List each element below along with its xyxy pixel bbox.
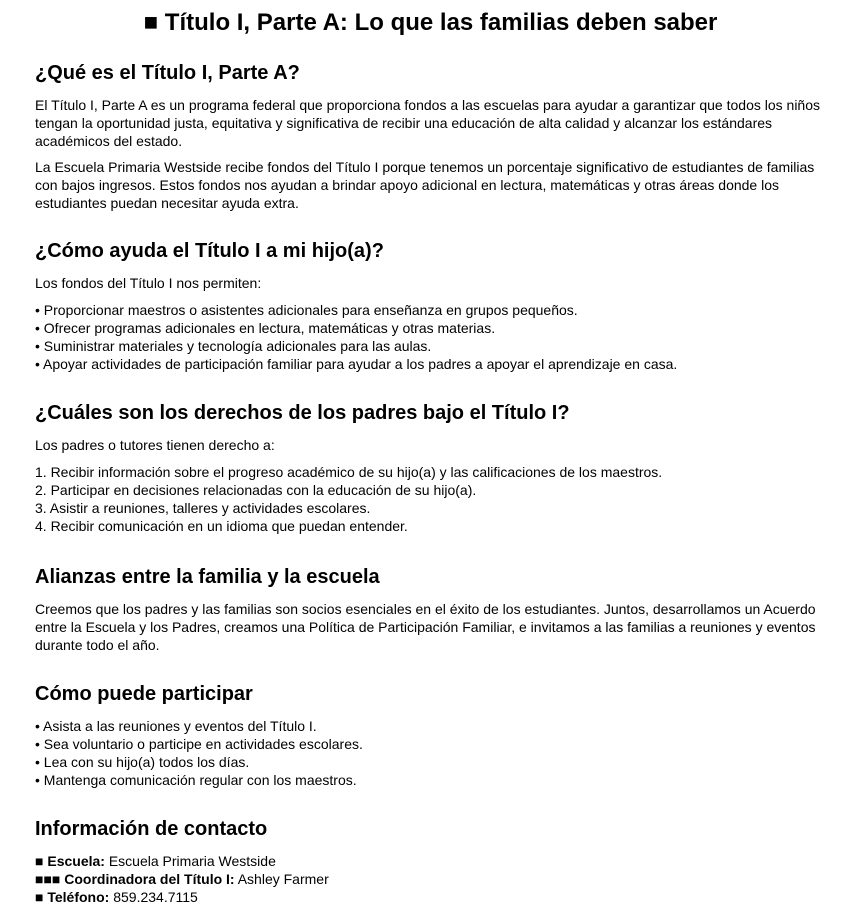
list-item: 3. Asistir a reuniones, talleres y actividades escolares. — [35, 500, 371, 516]
contact-label: Escuela: — [47, 853, 105, 869]
contact-label: Coordinadora del Título I: — [64, 871, 235, 887]
contact-label: Teléfono: — [47, 889, 110, 905]
section-family-school-partnerships — [35, 564, 821, 654]
section-what-is-title-i — [35, 60, 821, 212]
paragraph: Creemos que los padres y las familias son socios esenciales en el éxito de los estudiantes. Juntos, desarrollamos un Acuerdo entre la Escuela y los Padres, creamos una Política de Participación Familiar, e invitamos a las familias a reuniones y eventos durante todo el año. — [35, 601, 816, 653]
contact-value: 859.234.7115 — [113, 889, 198, 905]
section-heading: Cómo puede participar — [35, 683, 253, 705]
section-heading: ¿Cuáles son los derechos de los padres bajo el Título I? — [35, 402, 570, 424]
list-item: • Proporcionar maestros o asistentes adicionales para enseñanza en grupos pequeños. — [35, 302, 578, 318]
paragraph: La Escuela Primaria Westside recibe fondos del Título I porque tenemos un porcentaje significativo de estudiantes de familias con bajos ingresos. Estos fondos nos ayudan a brindar apoyo adicional en lectura, matemáticas y otras áreas donde los estudiantes puedan necesitar ayuda extra. — [35, 159, 815, 211]
list-item: • Mantenga comunicación regular con los maestros. — [35, 772, 357, 788]
document-title: ■ Título I, Parte A: Lo que las familias deben saber — [143, 9, 718, 36]
section-heading: ¿Qué es el Título I, Parte A? — [35, 62, 300, 84]
section-intro: Los fondos del Título I nos permiten: — [35, 275, 262, 291]
paragraph: El Título I, Parte A es un programa federal que proporciona fondos a las escuelas para ayudar a garantizar que todos los niños tengan la oportunidad justa, equitativa y significativa de recibir una educación de alta calidad y alcanzar los estándares académicos del estado. — [35, 97, 821, 149]
benefits-list — [35, 301, 821, 373]
list-item: • Ofrecer programas adicionales en lectura, matemáticas y otras materias. — [35, 320, 496, 336]
section-how-title-i-helps — [35, 238, 821, 373]
section-intro: Los padres o tutores tienen derecho a: — [35, 437, 275, 453]
square-icon: ■ — [35, 889, 44, 905]
list-item: 1. Recibir información sobre el progreso académico de su hijo(a) y las calificaciones de los maestros. — [35, 464, 663, 480]
contact-phone — [35, 888, 821, 906]
list-item: • Apoyar actividades de participación familiar para ayudar a los padres a apoyar el aprendizaje en casa. — [35, 356, 678, 372]
contact-coordinator — [35, 870, 821, 888]
square-icon: ■ — [35, 853, 44, 869]
rights-list — [35, 463, 821, 535]
participation-list — [35, 717, 821, 789]
list-item: 4. Recibir comunicación en un idioma que puedan entender. — [35, 518, 408, 534]
list-item: • Asista a las reuniones y eventos del Título I. — [35, 718, 317, 734]
contact-school — [35, 852, 821, 870]
contact-list — [35, 852, 821, 906]
section-contact-information — [35, 816, 821, 906]
section-how-to-participate — [35, 681, 821, 789]
list-item: • Lea con su hijo(a) todos los días. — [35, 754, 250, 770]
square-icon: ■■■ — [35, 871, 61, 887]
section-heading: Alianzas entre la familia y la escuela — [35, 566, 380, 588]
list-item: • Suministrar materiales y tecnología adicionales para las aulas. — [35, 338, 432, 354]
section-heading: Información de contacto — [35, 818, 268, 840]
list-item: • Sea voluntario o participe en actividades escolares. — [35, 736, 363, 752]
section-heading: ¿Cómo ayuda el Título I a mi hijo(a)? — [35, 240, 384, 262]
list-item: 2. Participar en decisiones relacionadas con la educación de su hijo(a). — [35, 482, 477, 498]
contact-value: Escuela Primaria Westside — [108, 853, 276, 869]
section-parent-rights — [35, 400, 821, 535]
contact-value: Ashley Farmer — [237, 871, 329, 887]
